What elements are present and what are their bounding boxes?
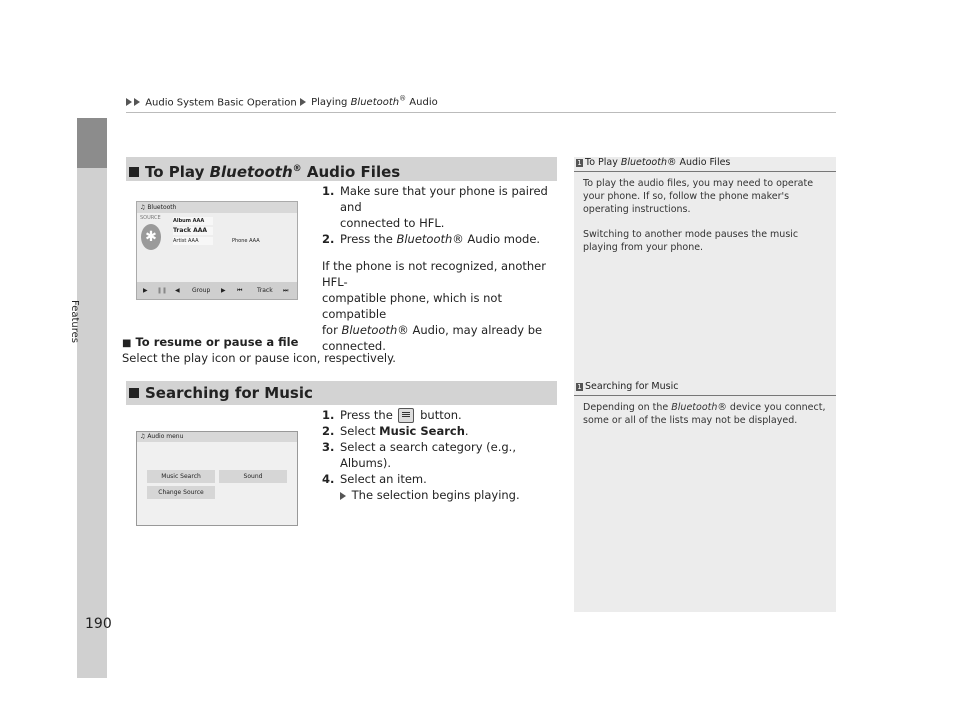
- header-divider: [126, 112, 836, 113]
- subheading-text: Select the play icon or pause icon, respectively.: [122, 351, 396, 365]
- step-item: 1. Make sure that your phone is paired and connected to HFL.: [322, 184, 548, 230]
- breadcrumb-arrow-icon: [300, 98, 306, 106]
- step-item: 1. Press the button.: [322, 408, 462, 422]
- section-heading: To Play Bluetooth® Audio Files: [126, 157, 557, 181]
- step-result: The selection begins playing.: [322, 487, 557, 503]
- sound-button[interactable]: Sound: [219, 470, 287, 483]
- section2-steps: [322, 407, 557, 503]
- play-icon[interactable]: ▶: [143, 287, 148, 294]
- group-prev-icon[interactable]: ◀: [175, 287, 180, 294]
- section1-steps: [322, 183, 557, 354]
- section-heading: Searching for Music: [126, 381, 557, 405]
- artist-label: Artist AAA: [173, 237, 213, 245]
- phone-label: Phone AAA: [232, 238, 260, 244]
- note-text: Switching to another mode pauses the music playing from your phone.: [583, 229, 799, 253]
- result-arrow-icon: [340, 492, 346, 500]
- breadcrumb-arrow-icon: [126, 98, 132, 106]
- pause-icon[interactable]: ❚❚: [157, 287, 168, 294]
- section-bullet-icon: [129, 167, 139, 177]
- group-next-icon[interactable]: ▶: [221, 287, 226, 294]
- note-icon: 1: [577, 382, 582, 391]
- screen-header: Audio menu: [147, 433, 184, 440]
- track-label: Track AAA: [173, 227, 213, 235]
- step-item: 2. Press the Bluetooth® Audio mode.: [322, 232, 541, 246]
- track-next-icon[interactable]: ⏭: [283, 287, 289, 294]
- breadcrumb-arrow-icon: [134, 98, 140, 106]
- audio-menu-screen-image: ♫ Audio menu Music Search Sound Change Source: [126, 412, 306, 544]
- menu-button-icon: [398, 408, 414, 423]
- step-item: 4. Select an item.: [322, 472, 427, 486]
- chapter-label: Features: [69, 300, 80, 343]
- track-prev-icon[interactable]: ⏮: [237, 287, 243, 294]
- step-item: 3. Select a search category (e.g., Albums).: [322, 440, 516, 470]
- section-bullet-icon: [129, 388, 139, 398]
- change-source-button[interactable]: Change Source: [147, 486, 215, 499]
- breadcrumb: [126, 95, 438, 108]
- bluetooth-icon: ✱: [141, 224, 161, 250]
- step-item: 2. Select Music Search.: [322, 424, 469, 438]
- breadcrumb-item[interactable]: Playing Bluetooth® Audio: [311, 95, 438, 109]
- note-text: Depending on the Bluetooth® device you connect, some or all of the lists may not be displayed.: [583, 402, 826, 426]
- note-icon: 1: [577, 158, 582, 167]
- chapter-tab: [77, 118, 107, 678]
- group-label: Group: [192, 287, 211, 294]
- bluetooth-audio-screen-image: ♫ Bluetooth SOURCE ✱ Album AAA Track AAA Artist AAA Phone AAA ▶ ❚❚ ◀ Group ▶ ⏮ Track ⏭: [126, 183, 306, 308]
- note-heading: 1 To Play Bluetooth® Audio Files: [577, 157, 731, 168]
- chapter-tab-marker: [77, 118, 107, 168]
- note-block: [574, 157, 836, 254]
- note-text: To play the audio files, you may need to operate your phone. If so, follow the phone maker's operating instructions.: [583, 178, 814, 215]
- screen-header: Bluetooth: [147, 204, 177, 211]
- album-label: Album AAA: [173, 217, 213, 225]
- screen-source: SOURCE: [140, 215, 161, 221]
- page-number: 190: [85, 616, 112, 632]
- subheading: ■ To resume or pause a file: [122, 335, 299, 349]
- track-btn-label: Track: [257, 287, 273, 294]
- breadcrumb-item[interactable]: Audio System Basic Operation: [145, 97, 297, 109]
- note-paragraph: If the phone is not recognized, another HFL- compatible phone, which is not compatible for Bluetooth® Audio, may already be connected.: [322, 259, 546, 353]
- note-block: [574, 381, 836, 427]
- note-heading: 1 Searching for Music: [577, 381, 679, 392]
- music-search-button[interactable]: Music Search: [147, 470, 215, 483]
